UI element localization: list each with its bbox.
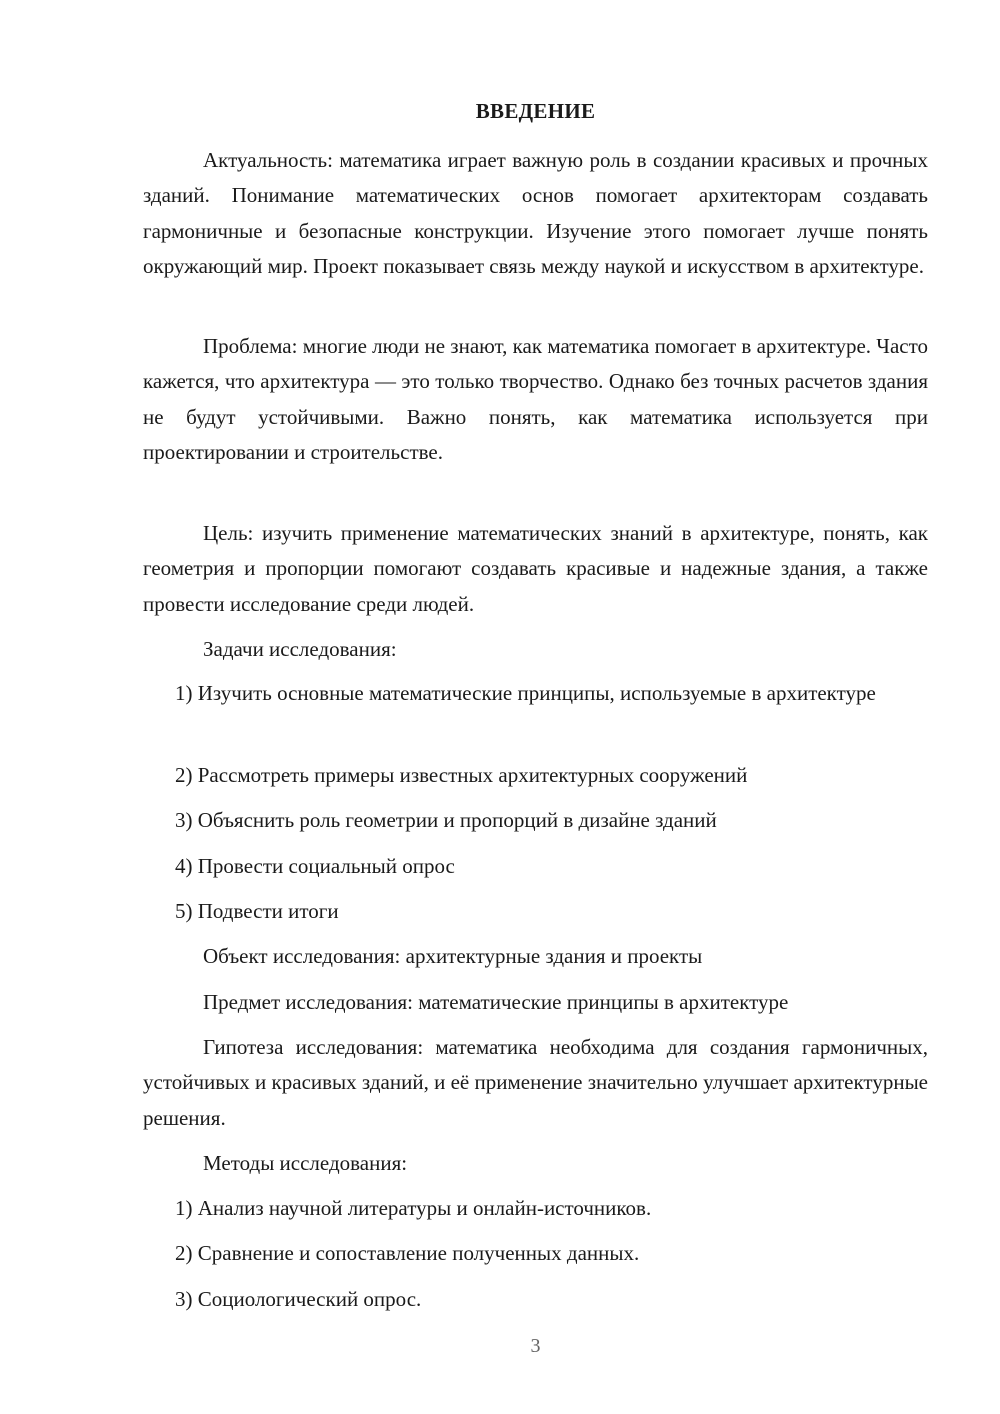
document-page bbox=[143, 0, 928, 1414]
paragraph-relevance: Актуальность: математика играет важную роль в создании красивых и прочных зданий. Понимание математических основ помогает архитекторам создавать гармоничные и безопасные конструкции. Изучение этого помогает лучше понять окружающий мир. Проект показывает связь между наукой и искусством в архитектуре. bbox=[143, 148, 928, 278]
task-item-4: 4) Провести социальный опрос bbox=[175, 854, 455, 878]
paragraph-goal: Цель: изучить применение математических знаний в архитектуре, понять, как геометрия и пропорции помогают создавать красивые и надежные здания, а также провести исследование среди людей. bbox=[143, 521, 928, 616]
task-item-5: 5) Подвести итоги bbox=[175, 899, 339, 923]
task-item-3: 3) Объяснить роль геометрии и пропорций в дизайне зданий bbox=[175, 808, 717, 832]
method-item-3: 3) Социологический опрос. bbox=[175, 1287, 422, 1311]
page-title: ВВЕДЕНИЕ bbox=[475, 99, 596, 123]
methods-label: Методы исследования: bbox=[203, 1151, 408, 1175]
method-item-1: 1) Анализ научной литературы и онлайн-источников. bbox=[175, 1196, 652, 1220]
tasks-label: Задачи исследования: bbox=[203, 637, 397, 661]
task-item-1: 1) Изучить основные математические принципы, используемые в архитектуре bbox=[175, 681, 876, 705]
paragraph-problem: Проблема: многие люди не знают, как математика помогает в архитектуре. Часто кажется, что архитектура — это только творчество. Однако без точных расчетов здания не будут устойчивыми. Важно понять, как математика используется при проектировании и строительстве. bbox=[143, 334, 928, 464]
research-hypothesis: Гипотеза исследования: математика необходима для создания гармоничных, устойчивых и красивых зданий, и её применение значительно улучшает архитектурные решения. bbox=[143, 1035, 928, 1130]
method-item-2: 2) Сравнение и сопоставление полученных данных. bbox=[175, 1241, 640, 1265]
research-subject: Предмет исследования: математические принципы в архитектуре bbox=[203, 990, 789, 1014]
research-object: Объект исследования: архитектурные здания и проекты bbox=[203, 944, 703, 968]
task-item-2: 2) Рассмотреть примеры известных архитектурных сооружений bbox=[175, 763, 748, 787]
page-number: 3 bbox=[530, 1335, 541, 1357]
